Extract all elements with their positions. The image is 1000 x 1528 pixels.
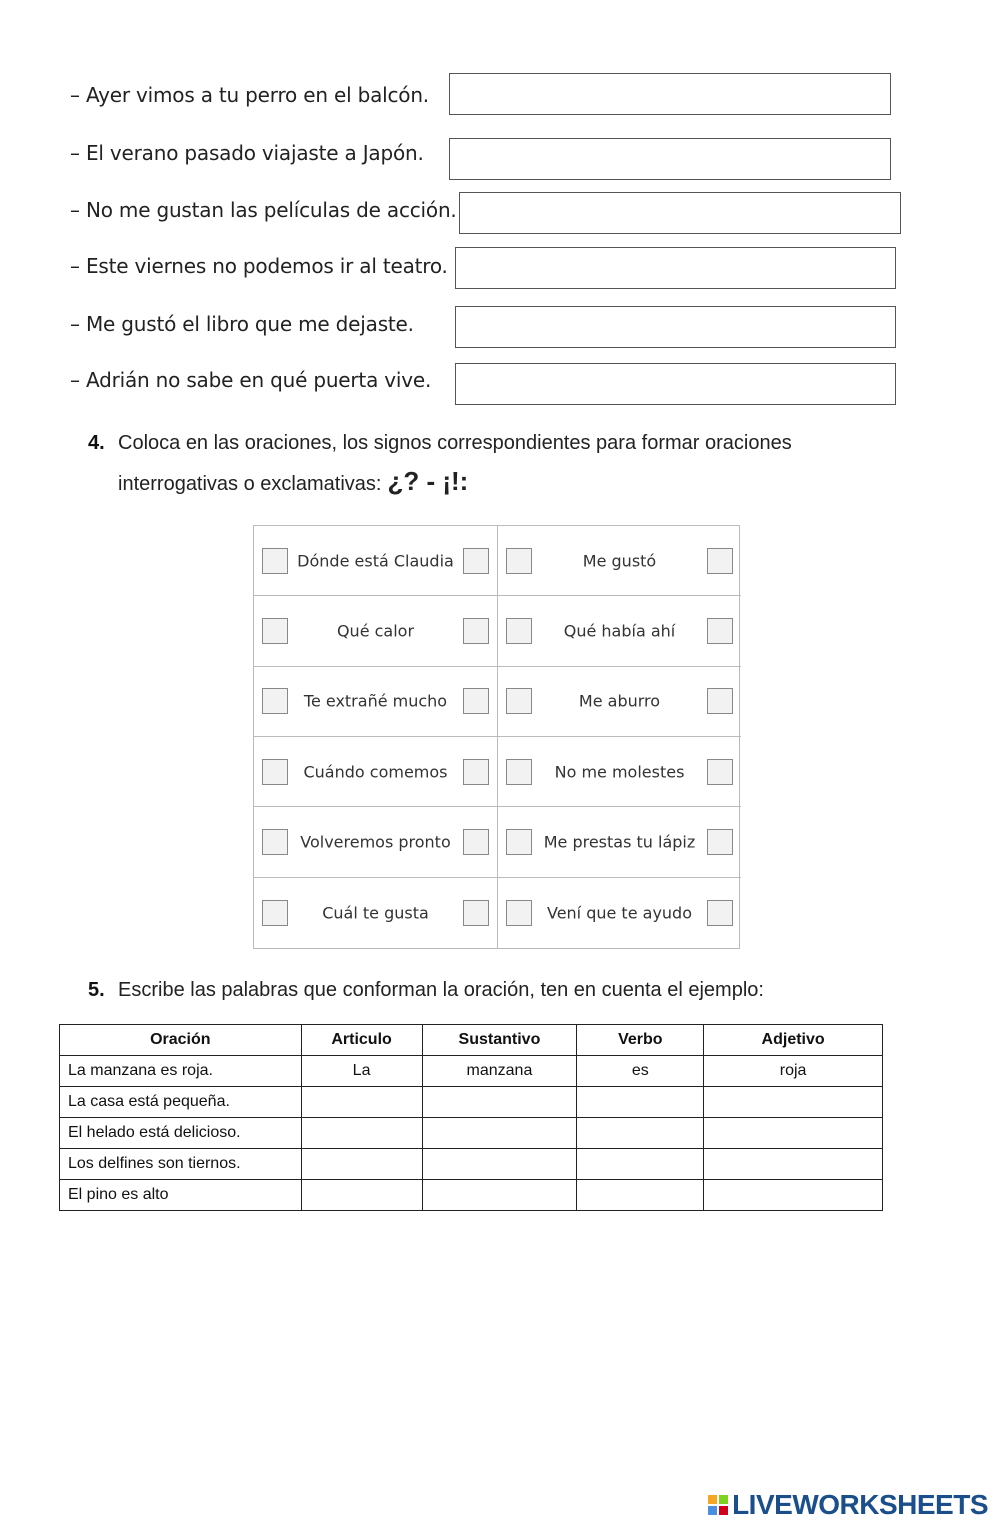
grid-cell [254,737,498,807]
grid-cell [254,878,498,948]
table-row [60,1118,883,1149]
header-sustantivo: Sustantivo [422,1025,577,1056]
grid-cell [498,667,741,737]
articulo-input-cell[interactable] [301,1149,422,1180]
checkbox-close[interactable] [463,829,489,855]
checkbox-close[interactable] [707,548,733,574]
sustantivo-cell: manzana [422,1056,577,1087]
grid-cell [254,807,498,877]
grid-cell-text: Qué había ahí [563,621,676,641]
table-row [60,1056,883,1087]
grid-cell [498,878,741,948]
verbo-input-cell[interactable] [577,1118,704,1149]
answer-box-6[interactable] [455,363,896,405]
logo-square [719,1506,728,1515]
sustantivo-input-cell[interactable] [422,1180,577,1211]
checkbox-close[interactable] [707,759,733,785]
checkbox-close[interactable] [707,829,733,855]
table-row [60,1180,883,1211]
grid-cell [254,667,498,737]
sentence-cell: El pino es alto [60,1180,302,1211]
checkbox-close[interactable] [463,688,489,714]
grid-cell-text: Me prestas tu lápiz [543,832,696,852]
answer-box-5[interactable] [455,306,896,348]
header-articulo: Articulo [301,1025,422,1056]
adjetivo-cell: roja [704,1056,883,1087]
grid-cell-text: Cuál te gusta [322,903,429,923]
grid-cell-text: Cuándo comemos [303,762,448,782]
checkbox-open[interactable] [262,548,288,574]
sentence-cell: La casa está pequeña. [60,1087,302,1118]
sentence-6: – Adrián no sabe en qué puerta vive. [70,368,432,392]
sentence-cell: El helado está delicioso. [60,1118,302,1149]
grid-cell-text: Me aburro [578,691,661,711]
words-table [59,1024,883,1211]
grid-cell [254,526,498,596]
checkbox-open[interactable] [262,618,288,644]
checkbox-close[interactable] [707,900,733,926]
question-5-text: Escribe las palabras que conforman la oración, ten en cuenta el ejemplo: [118,979,764,1001]
table-header-row [60,1025,883,1056]
question-4-line2 [118,466,468,497]
adjetivo-input-cell[interactable] [704,1149,883,1180]
grid-cell [498,737,741,807]
grid-cell-text: Volveremos pronto [300,832,451,852]
table-row [60,1087,883,1118]
checkbox-open[interactable] [506,759,532,785]
header-adjetivo: Adjetivo [704,1025,883,1056]
logo-square [719,1495,728,1504]
sentence-4: – Este viernes no podemos ir al teatro. [70,254,448,278]
sustantivo-input-cell[interactable] [422,1087,577,1118]
checkbox-close[interactable] [707,618,733,644]
grid-cell [498,526,741,596]
sentence-2: – El verano pasado viajaste a Japón. [70,141,424,165]
logo-square [708,1495,717,1504]
checkbox-open[interactable] [506,900,532,926]
adjetivo-input-cell[interactable] [704,1087,883,1118]
grid-cell [498,596,741,666]
punctuation-grid [253,525,740,949]
grid-cell-text: Qué calor [336,621,415,641]
checkbox-close[interactable] [707,688,733,714]
checkbox-close[interactable] [463,759,489,785]
checkbox-open[interactable] [506,829,532,855]
header-oracion: Oración [60,1025,302,1056]
answer-box-2[interactable] [449,138,891,180]
checkbox-open[interactable] [262,900,288,926]
question-5-number: 5. [88,979,105,1001]
liveworksheets-brand [708,1488,988,1522]
logo-square [708,1506,717,1515]
question-4-number: 4. [88,432,105,454]
checkbox-open[interactable] [506,548,532,574]
grid-cell-text: Te extrañé mucho [303,691,448,711]
checkbox-open[interactable] [262,829,288,855]
question-4-line1: Coloca en las oraciones, los signos correspondientes para formar oraciones [118,432,792,454]
grid-cell-text: Vení que te ayudo [546,903,692,923]
articulo-cell: La [301,1056,422,1087]
question-4-line2-text: interrogativas o exclamativas: [118,473,382,495]
verbo-input-cell[interactable] [577,1149,704,1180]
answer-box-4[interactable] [455,247,896,289]
question-4-signs: ¿? - ¡!: [387,466,469,496]
checkbox-close[interactable] [463,618,489,644]
adjetivo-input-cell[interactable] [704,1118,883,1149]
checkbox-close[interactable] [463,548,489,574]
answer-box-1[interactable] [449,73,891,115]
verbo-input-cell[interactable] [577,1087,704,1118]
brand-name: LIVEWORKSHEETS [732,1489,988,1520]
liveworksheets-logo-icon [708,1495,728,1515]
checkbox-open[interactable] [506,688,532,714]
verbo-input-cell[interactable] [577,1180,704,1211]
grid-cell [254,596,498,666]
sustantivo-input-cell[interactable] [422,1149,577,1180]
checkbox-open[interactable] [262,759,288,785]
sentence-3: – No me gustan las películas de acción. [70,198,457,222]
header-verbo: Verbo [577,1025,704,1056]
sentence-5: – Me gustó el libro que me dejaste. [70,312,414,336]
checkbox-open[interactable] [506,618,532,644]
sentence-1: – Ayer vimos a tu perro en el balcón. [70,83,429,107]
grid-cell-text: Me gustó [582,551,657,571]
verbo-cell: es [577,1056,704,1087]
sentence-cell: La manzana es roja. [60,1056,302,1087]
sustantivo-input-cell[interactable] [422,1118,577,1149]
grid-cell-text: Dónde está Claudia [297,551,454,571]
articulo-input-cell[interactable] [301,1087,422,1118]
grid-cell-text: No me molestes [554,762,685,782]
articulo-input-cell[interactable] [301,1118,422,1149]
articulo-input-cell[interactable] [301,1180,422,1211]
adjetivo-input-cell[interactable] [704,1180,883,1211]
checkbox-open[interactable] [262,688,288,714]
grid-cell [498,807,741,877]
checkbox-close[interactable] [463,900,489,926]
answer-box-3[interactable] [459,192,901,234]
sentence-cell: Los delfines son tiernos. [60,1149,302,1180]
table-row [60,1149,883,1180]
